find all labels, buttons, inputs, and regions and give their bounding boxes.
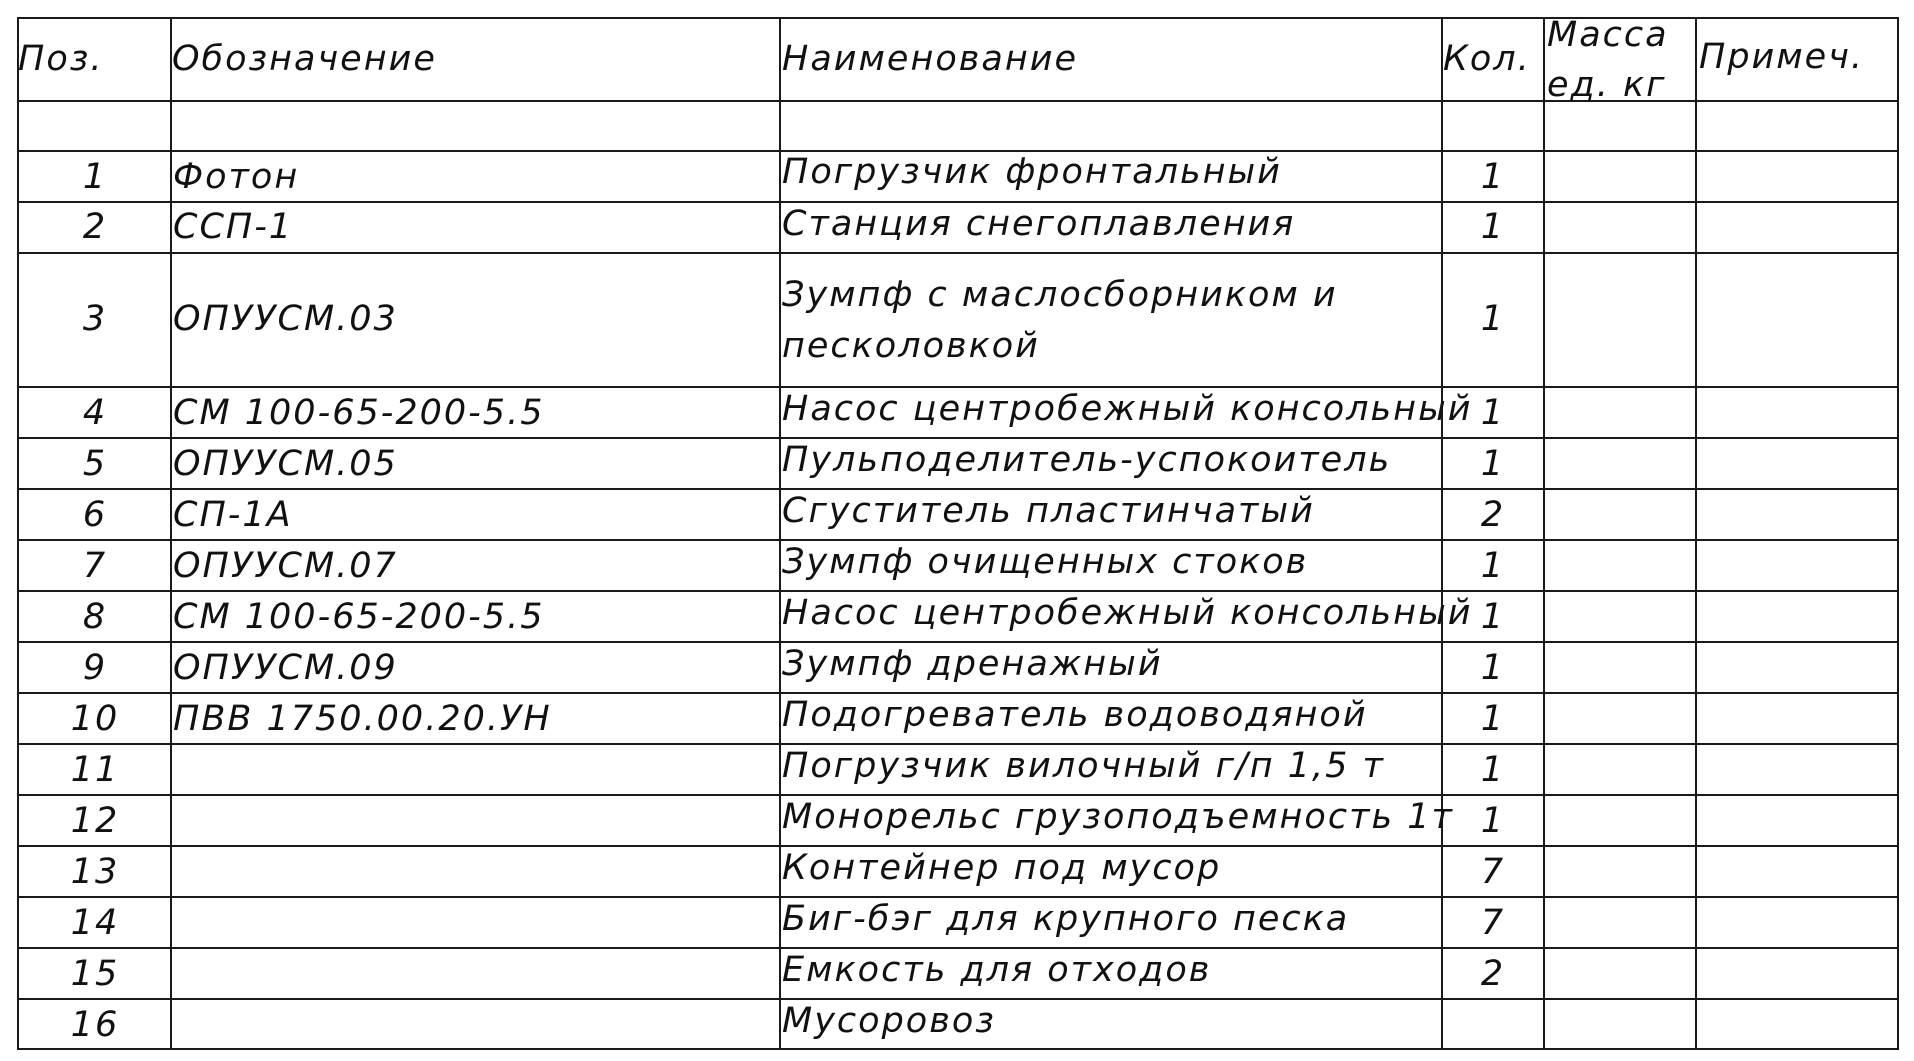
row-line [17, 201, 1899, 203]
row-3-qty: 1 [1480, 299, 1506, 339]
row-line [17, 539, 1899, 541]
row-7-name: Зумпф очищенных стоков [782, 542, 1309, 582]
row-4-designation: СМ 100-65-200-5.5 [173, 393, 545, 433]
column-divider-qty [1543, 17, 1545, 1049]
row-13-name: Контейнер под мусор [782, 848, 1222, 888]
row-7-designation: ОПУУСМ.07 [173, 546, 398, 586]
row-line [17, 252, 1899, 254]
row-10-name: Подогреватель водоводяной [782, 695, 1368, 735]
row-line [17, 998, 1899, 1000]
row-13-qty: 7 [1480, 852, 1506, 892]
row-line [17, 590, 1899, 592]
row-10-pos: 10 [70, 699, 120, 739]
row-11-name: Погрузчик вилочный г/п 1,5 т [782, 746, 1385, 786]
row-line [17, 437, 1899, 439]
row-3-name-line1: Зумпф с маслосборником и [782, 275, 1338, 315]
row-4-pos: 4 [82, 393, 108, 433]
row-16-name: Мусоровоз [782, 1001, 996, 1041]
row-4-qty: 1 [1480, 393, 1506, 433]
row-12-qty: 1 [1480, 801, 1506, 841]
header-mass-line1: Масса [1547, 15, 1669, 55]
table-border-left [17, 17, 19, 1049]
row-5-qty: 1 [1480, 444, 1506, 484]
row-2-pos: 2 [82, 207, 108, 247]
row-line [17, 743, 1899, 745]
header-mass-line2: ед. кг [1547, 65, 1667, 105]
row-15-qty: 2 [1480, 954, 1506, 994]
row-14-qty: 7 [1480, 903, 1506, 943]
row-5-designation: ОПУУСМ.05 [173, 444, 398, 484]
row-15-pos: 15 [70, 954, 120, 994]
column-divider-pos [170, 17, 172, 1049]
row-line [17, 845, 1899, 847]
row-3-name-line2: песколовкой [782, 326, 1040, 366]
row-line [17, 896, 1899, 898]
row-1-qty: 1 [1480, 157, 1506, 197]
row-8-designation: СМ 100-65-200-5.5 [173, 597, 545, 637]
row-10-qty: 1 [1480, 699, 1506, 739]
row-2-qty: 1 [1480, 207, 1506, 247]
row-5-pos: 5 [82, 444, 108, 484]
header-note: Примеч. [1699, 37, 1865, 77]
row-3-pos: 3 [82, 299, 108, 339]
column-divider-designation [779, 17, 781, 1049]
row-6-name: Сгуститель пластинчатый [782, 491, 1315, 531]
row-10-designation: ПВВ 1750.00.20.УН [173, 699, 552, 739]
row-6-qty: 2 [1480, 495, 1506, 535]
row-line [17, 947, 1899, 949]
row-5-name: Пульподелитель-успокоитель [782, 440, 1392, 480]
table-border-bottom [17, 1048, 1899, 1050]
row-9-qty: 1 [1480, 648, 1506, 688]
row-13-pos: 13 [70, 852, 120, 892]
row-6-designation: СП-1А [173, 495, 293, 535]
row-line [17, 641, 1899, 643]
row-11-pos: 11 [70, 750, 120, 790]
row-4-name: Насос центробежный консольный [782, 389, 1473, 429]
row-8-name: Насос центробежный консольный [782, 593, 1473, 633]
row-line [17, 488, 1899, 490]
row-1-designation: Фотон [173, 157, 300, 197]
header-designation: Обозначение [172, 39, 437, 79]
row-7-pos: 7 [82, 546, 108, 586]
row-12-pos: 12 [70, 801, 120, 841]
row-16-pos: 16 [70, 1005, 120, 1045]
column-divider-mass [1695, 17, 1697, 1049]
row-line [17, 794, 1899, 796]
row-15-name: Емкость для отходов [782, 950, 1212, 990]
row-2-name: Станция снегоплавления [782, 204, 1296, 244]
row-line [17, 692, 1899, 694]
row-8-pos: 8 [82, 597, 108, 637]
row-9-designation: ОПУУСМ.09 [173, 648, 398, 688]
row-14-name: Биг-бэг для крупного песка [782, 899, 1350, 939]
row-12-name: Монорельс грузоподъемность 1т [782, 797, 1454, 837]
header-name: Наименование [782, 39, 1078, 79]
header-qty: Кол. [1443, 39, 1531, 79]
row-1-name: Погрузчик фронтальный [782, 152, 1282, 192]
row-6-pos: 6 [82, 495, 108, 535]
row-3-designation: ОПУУСМ.03 [173, 299, 398, 339]
header-pos: Поз. [18, 39, 104, 79]
table-border-right [1897, 17, 1899, 1049]
row-2-designation: ССП-1 [173, 207, 294, 247]
row-7-qty: 1 [1480, 546, 1506, 586]
row-line [17, 386, 1899, 388]
row-11-qty: 1 [1480, 750, 1506, 790]
row-9-pos: 9 [82, 648, 108, 688]
row-1-pos: 1 [82, 157, 108, 197]
row-8-qty: 1 [1480, 597, 1506, 637]
row-14-pos: 14 [70, 903, 120, 943]
row-9-name: Зумпф дренажный [782, 644, 1163, 684]
